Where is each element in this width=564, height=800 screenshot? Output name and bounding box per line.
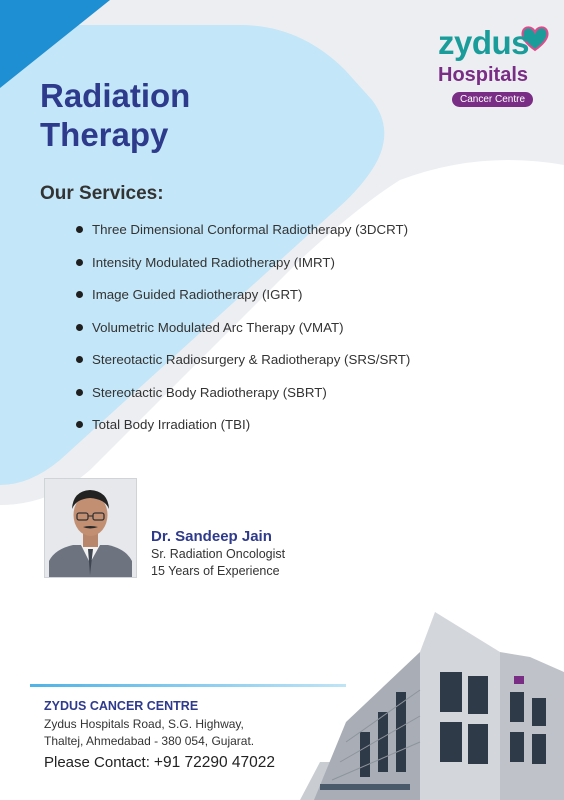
service-label: Three Dimensional Conformal Radiotherapy (3DCRT) (92, 222, 409, 237)
bullet-icon (76, 259, 83, 266)
contact-line (44, 754, 275, 772)
doctor-role: Sr. Radiation Oncologist (151, 547, 286, 561)
service-item (76, 253, 410, 286)
service-label: Stereotactic Radiosurgery & Radiotherapy (SRS/SRT) (92, 352, 411, 367)
service-item (76, 318, 410, 351)
service-item (76, 220, 410, 253)
doctor-photo (44, 478, 137, 578)
services-heading: Our Services: (40, 183, 164, 204)
service-label: Volumetric Modulated Arc Therapy (VMAT) (92, 319, 344, 335)
service-label: Intensity Modulated Radiotherapy (IMRT) (92, 254, 335, 270)
service-label: Total Body Irradiation (TBI) (92, 417, 251, 432)
service-item (76, 350, 410, 383)
doctor-name: Dr. Sandeep Jain (151, 528, 272, 545)
centre-name: ZYDUS CANCER CENTRE (44, 699, 199, 713)
doctor-portrait-icon (45, 479, 136, 577)
service-label: Image Guided Radiotherapy (IGRT) (92, 287, 303, 302)
bullet-icon (76, 291, 83, 298)
bullet-icon (76, 421, 83, 428)
logo-sub: Hospitals (438, 64, 529, 86)
page-title: Radiation Therapy (40, 77, 191, 153)
logo-word: zydus (438, 24, 530, 61)
footer-divider (30, 684, 346, 687)
address-line-1: Zydus Hospitals Road, S.G. Highway, (44, 717, 244, 731)
address-line-2: Thaltej, Ahmedabad - 380 054, Gujarat. (44, 734, 255, 748)
bullet-icon (76, 389, 83, 396)
bullet-icon (76, 324, 83, 331)
contact-label: Please Contact: (44, 754, 150, 771)
bullet-icon (76, 356, 83, 363)
service-item (76, 285, 410, 318)
services-list (76, 220, 410, 448)
doctor-experience: 15 Years of Experience (151, 564, 280, 578)
service-item (76, 383, 410, 416)
service-item (76, 415, 410, 448)
bullet-icon (76, 226, 83, 233)
service-label: Stereotactic Body Radiotherapy (SBRT) (92, 384, 327, 400)
zydus-hospitals-logo (432, 22, 554, 112)
contact-phone[interactable]: +91 72290 47022 (153, 754, 276, 771)
hospital-building-image (300, 612, 564, 800)
logo-badge: Cancer Centre (452, 92, 533, 107)
